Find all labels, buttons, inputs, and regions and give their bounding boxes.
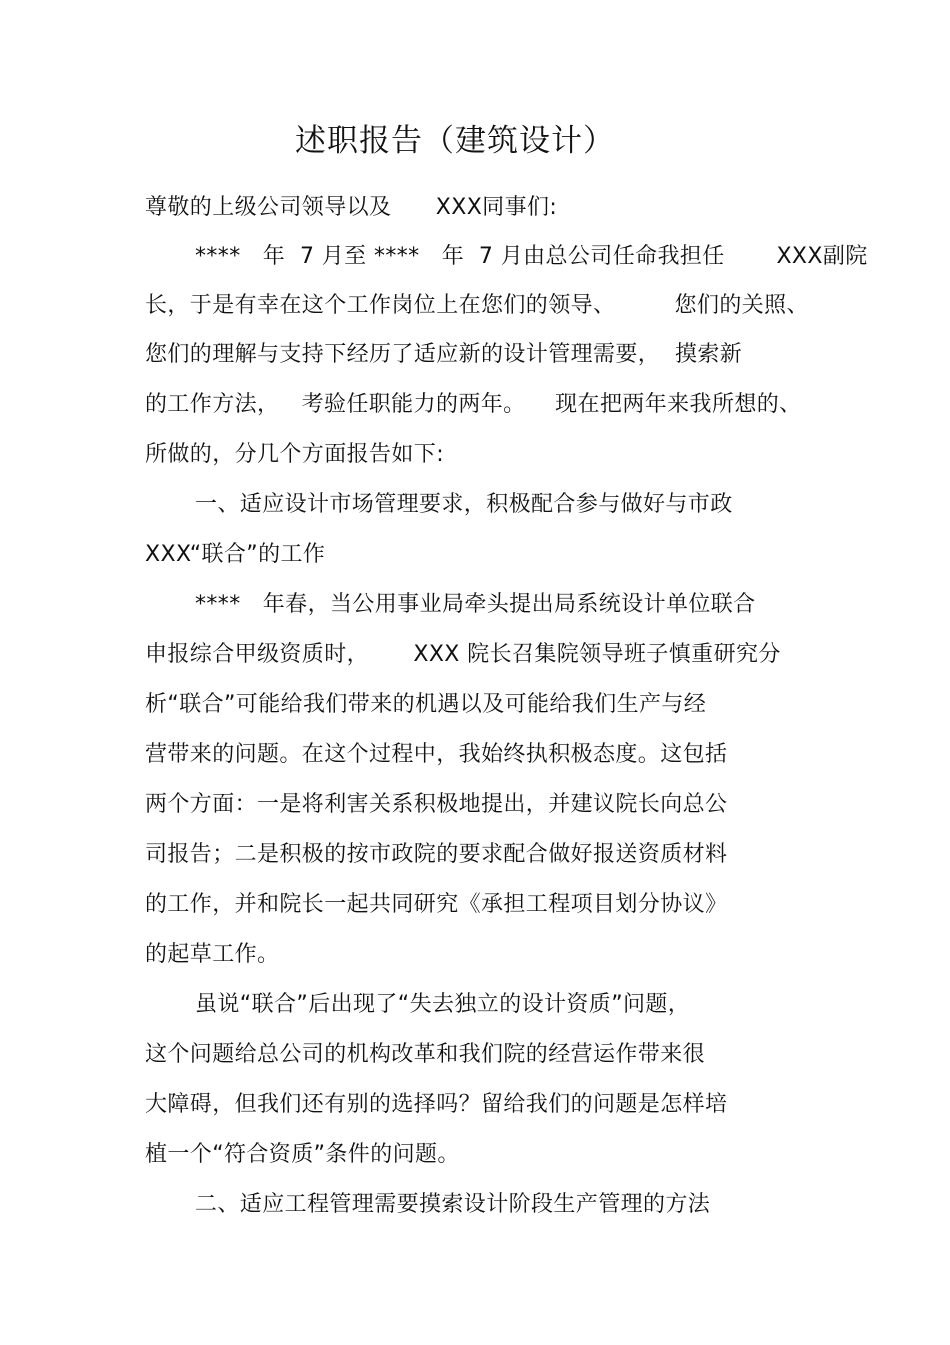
paragraph-line: 营带来的问题。在这个过程中，我始终执积极态度。这包括 — [145, 742, 728, 767]
paragraph-line: 的工作，并和院长一起共同研究《承担工程项目划分协议》 — [145, 892, 728, 917]
paragraph-line: 长，于是有幸在这个工作岗位上在您们的领导、 您们的关照、 — [145, 293, 809, 318]
paragraph-line: 的工作方法， 考验任职能力的两年。 现在把两年来我所想的、 — [145, 392, 802, 417]
paragraph-line: 所做的，分几个方面报告如下: — [145, 442, 445, 467]
document-title: 述职报告（建筑设计） — [295, 123, 615, 159]
paragraph-line: **** 年 7 月至 **** 年 7 月由总公司任命我担任 XXX副院 — [195, 244, 868, 269]
paragraph-line: 两个方面：一是将利害关系积极地提出，并建议院长向总公 — [145, 792, 728, 817]
salutation-line: 尊敬的上级公司领导以及 XXX同事们: — [145, 195, 558, 220]
paragraph-line: 司报告；二是积极的按市政院的要求配合做好报送资质材料 — [145, 842, 728, 867]
paragraph-line: 析“联合”可能给我们带来的机遇以及可能给我们生产与经 — [145, 692, 707, 717]
paragraph-line: 申报综合甲级资质时， XXX 院长召集院领导班子慎重研究分 — [145, 642, 781, 667]
paragraph-line: **** 年春，当公用事业局牵头提出局系统设计单位联合 — [195, 592, 756, 617]
section-heading-line: XXX“联合”的工作 — [145, 542, 326, 567]
paragraph-line: 您们的理解与支持下经历了适应新的设计管理需要， 摸索新 — [145, 342, 743, 367]
section-heading-line: 二、适应工程管理需要摸索设计阶段生产管理的方法 — [195, 1192, 711, 1217]
paragraph-line: 这个问题给总公司的机构改革和我们院的经营运作带来很 — [145, 1042, 706, 1067]
paragraph-line: 大障碍，但我们还有别的选择吗？留给我们的问题是怎样培 — [145, 1092, 728, 1117]
paragraph-line: 虽说“联合”后出现了“失去独立的设计资质”问题， — [195, 992, 691, 1017]
paragraph-line: 的起草工作。 — [145, 942, 280, 967]
section-heading-line: 一、适应设计市场管理要求，积极配合参与做好与市政 — [195, 492, 733, 517]
paragraph-line: 植一个“符合资质”条件的问题。 — [145, 1142, 460, 1167]
